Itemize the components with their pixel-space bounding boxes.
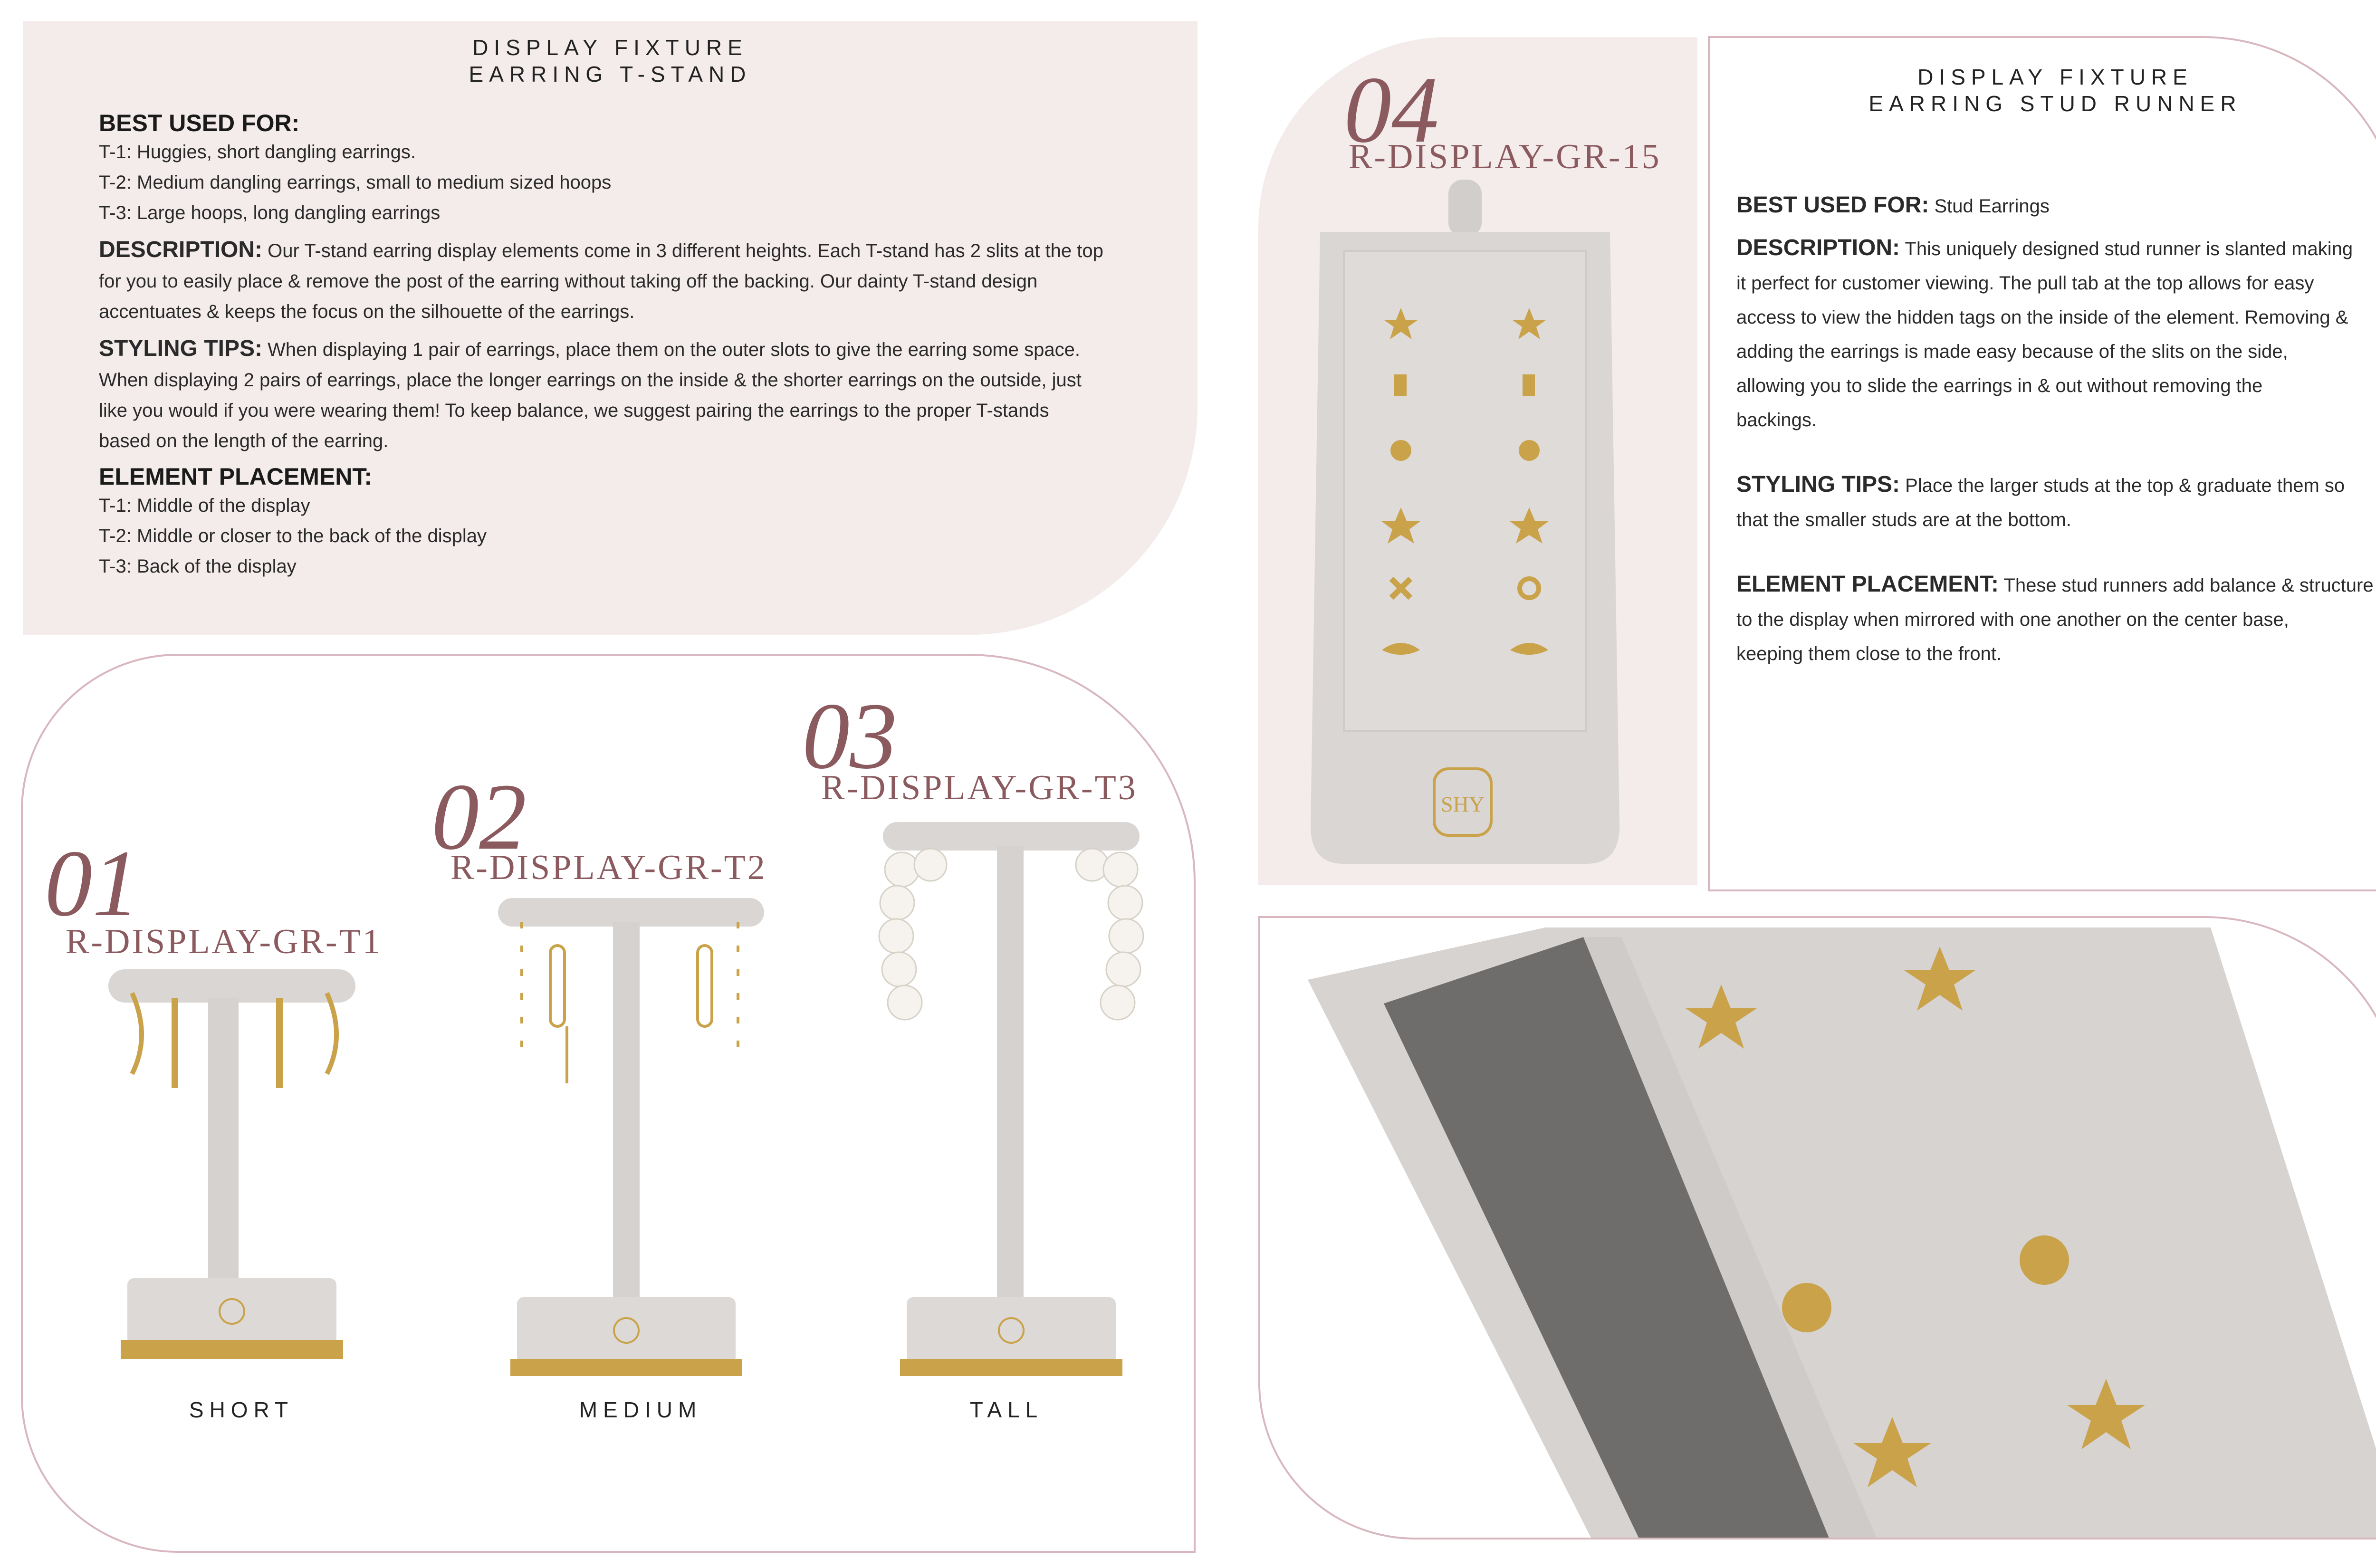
description-line: access to view the hidden tags on the inside of the element. Removing & [1736,307,2348,328]
runner-title [1710,64,2376,117]
tstand-base [127,1278,336,1345]
tstand-bar [108,969,355,1003]
runner-placement [1736,567,2376,671]
best-used-value: Stud Earrings [1934,196,2050,217]
runner-title-line2: EARRING STUD RUNNER [1868,91,2242,116]
description-line: for you to easily place & remove the post of the earring without taking off the backing. Our dainty T-stand design [99,271,1038,292]
runner-styling-tips [1736,468,2376,537]
runner-description [1736,231,2376,437]
description-line: Our T-stand earring display elements come in 3 different heights. Each T-stand has 2 slits at the top [268,240,1103,261]
tstand-base [907,1297,1116,1364]
styling-line: When displaying 1 pair of earrings, place them on the outer slots to give the earring some space. [268,339,1080,360]
stud-runner-closeup-panel [1258,916,2376,1539]
product-number: 03 [802,684,897,789]
product-code: R-DISPLAY-GR-15 [1349,137,1661,176]
placement-line: These stud runners add balance & structure [2003,575,2374,596]
pull-tab [1448,180,1482,237]
paperclip-earring-icon [550,946,565,1026]
runner-body [1736,190,2376,671]
huggie-earring-icon [132,993,142,1074]
size-caption-medium: MEDIUM [579,1397,702,1422]
styling-line: based on the length of the earring. [99,430,389,451]
tstand-info-panel [23,21,1198,635]
placement-line: keeping them close to the front. [1736,643,2002,664]
paperclip-earring-icon [698,946,712,1026]
best-used-heading: BEST USED FOR: [99,110,300,136]
tstand-title [23,34,1198,87]
description-line: allowing you to slide the earrings in & out without removing the [1736,375,2263,396]
tstand-base [517,1297,736,1364]
description-line: This uniquely designed stud runner is slanted making [1905,239,2353,259]
disc-stud-icon [1390,440,1411,461]
tstand-description [99,235,1168,327]
best-used-item: T-1: Huggies, short dangling earrings. [99,142,416,163]
placement-heading: ELEMENT PLACEMENT: [99,463,372,490]
tstand-gold-plate [121,1340,343,1359]
tstand-body [99,109,1168,582]
size-caption-short: SHORT [189,1397,294,1422]
product-number: 02 [431,765,527,870]
size-caption-tall: TALL [969,1397,1044,1422]
styling-line: When displaying 2 pairs of earrings, place the longer earrings on the inside & the shorter earrings on the outside, just [99,370,1082,391]
tstand-post [613,922,640,1316]
description-label: DESCRIPTION: [1736,235,1900,260]
tstand-gold-plate [510,1359,742,1376]
shy-logo-text: SHY [1440,792,1485,816]
best-used-list [99,137,1168,228]
product-code: R-DISPLAY-GR-T3 [821,768,1138,807]
pearl-hoop-earring-icon [879,849,947,1020]
styling-label: STYLING TIPS: [99,336,263,361]
product-number: 01 [45,831,140,936]
pearl-hoop-earring-icon [1076,849,1143,1020]
product-number: 04 [1344,57,1439,163]
huggie-earring-icon [327,993,336,1074]
stud-runner-image [1311,180,1643,883]
baguette-stud-icon [1523,374,1535,396]
placement-item: T-2: Middle or closer to the back of the display [99,526,487,546]
runner-best-used [1736,190,2376,221]
description-line: adding the earrings is made easy because of the slits on the side, [1736,341,2288,362]
stud-runner-info-panel [1708,36,2376,891]
stud-runner-photo-panel [1258,37,1697,885]
description-line: accentuates & keeps the focus on the silhouette of the earrings. [99,301,635,322]
best-used-item: T-3: Large hoops, long dangling earrings [99,202,441,223]
placement-item: T-1: Middle of the display [99,495,310,516]
description-label: DESCRIPTION: [99,237,263,262]
styling-line: Place the larger studs at the top & graduate them so [1905,475,2345,496]
styling-line: that the smaller studs are at the bottom. [1736,509,2071,530]
best-used-item: T-2: Medium dangling earrings, small to medium sized hoops [99,172,612,193]
tstand-photo-panel [21,654,1196,1553]
description-line: backings. [1736,410,1817,430]
styling-line: like you would if you were wearing them! To keep balance, we suggest pairing the earrings to the proper T-stands [99,400,1049,421]
styling-label: STYLING TIPS: [1736,472,1900,497]
baguette-stud-icon [1394,374,1407,396]
placement-list [99,490,1168,582]
tstand-short-image [80,960,393,1378]
tstand-title-line1: DISPLAY FIXTURE [472,35,748,60]
placement-line: to the display when mirrored with one another on the center base, [1736,609,2289,630]
placement-label: ELEMENT PLACEMENT: [1736,572,1999,597]
stud-runner-closeup-image [1260,918,2376,1539]
product-code: R-DISPLAY-GR-T2 [450,848,767,887]
description-line: it perfect for customer viewing. The pull tab at the top allows for easy [1736,273,2314,294]
placement-item: T-3: Back of the display [99,556,297,577]
pave-disc-stud-icon [2020,1235,2069,1285]
tstand-post [208,998,239,1292]
best-used-label: BEST USED FOR: [1736,192,1929,218]
tstand-medium-image [479,889,793,1383]
product-code: R-DISPLAY-GR-T1 [66,922,382,961]
tstand-tall-image [869,813,1154,1383]
runner-face [1344,251,1586,731]
disc-stud-icon [1519,440,1540,461]
pave-disc-stud-icon [1782,1283,1831,1332]
tstand-gold-plate [900,1359,1122,1376]
tstand-styling-tips [99,334,1168,456]
tstand-title-line2: EARRING T-STAND [469,62,752,86]
runner-title-line1: DISPLAY FIXTURE [1917,65,2193,89]
tstand-post [997,846,1024,1321]
